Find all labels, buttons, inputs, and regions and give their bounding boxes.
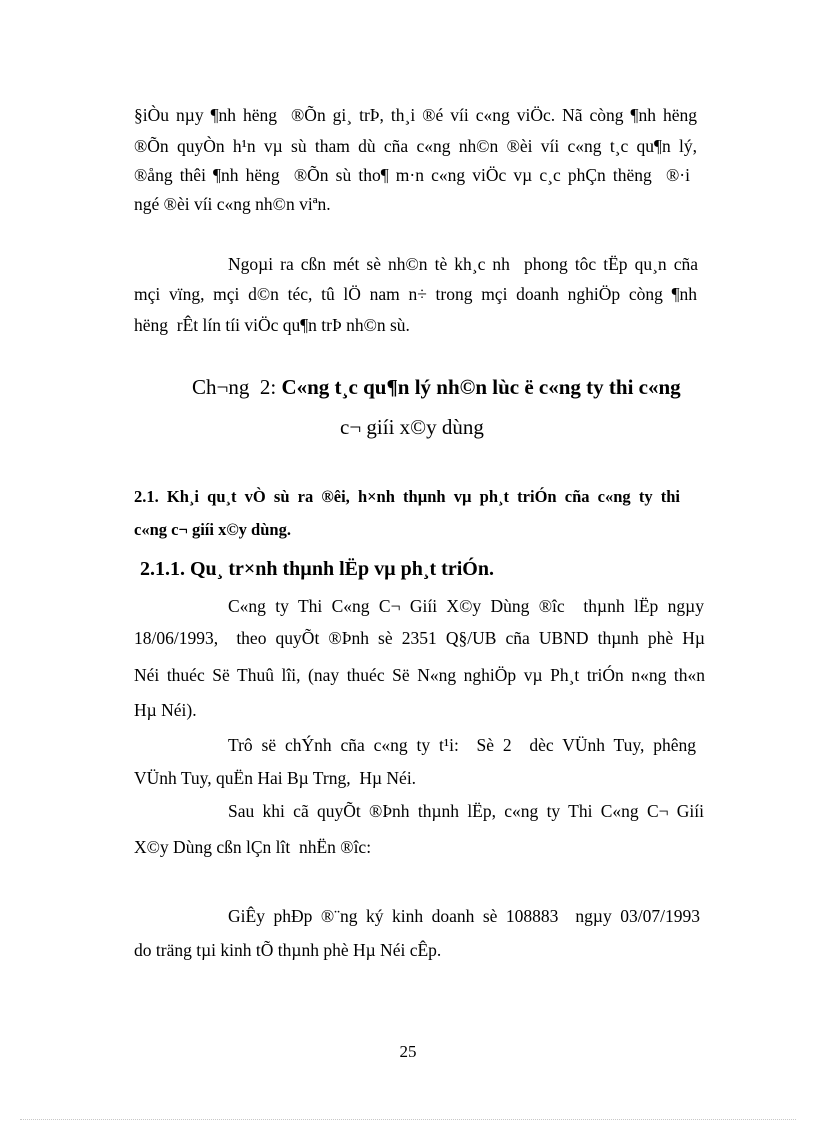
section-heading: 2.1. Kh¸i qu¸t vÒ sù ra ®êi, h×nh thµnh vµ ph¸t triÓn cña c«ng ty thi — [134, 487, 680, 506]
paragraph-line: §iÒu nµy ¶nh hëng ®Õn gi¸ trÞ, th¸i ®é víi c«ng viÖc. Nã còng ¶nh hëng — [134, 105, 697, 125]
chapter-title-line1: C«ng t¸c qu¶n lý nh©n lùc ë c«ng ty thi c«ng — [281, 375, 681, 399]
paragraph-line: ®Õn quyÒn h¹n vµ sù tham dù cña c«ng nh©n ®èi víi c«ng t¸c qu¶n lý, — [134, 136, 697, 156]
paragraph-line: mçi vïng, mçi d©n téc, tû lÖ nam n÷ trong mçi doanh nghiÖp còng ¶nh — [134, 284, 697, 304]
page-bottom-divider — [20, 1119, 796, 1120]
paragraph-line: GiÊy phÐp ®¨ng ký kinh doanh sè 108883 ngµy 03/07/1993 — [228, 906, 700, 926]
paragraph-line: 18/06/1993, theo quyÕt ®Þnh sè 2351 Q§/UB cña UBND thµnh phè Hµ — [134, 628, 705, 648]
chapter-heading — [192, 373, 681, 401]
paragraph-line: Trô së chÝnh cña c«ng ty t¹i: Sè 2 dèc VÜnh Tuy, phêng — [228, 735, 696, 755]
chapter-prefix: Ch¬ng 2: — [192, 375, 282, 399]
chapter-title-line2: c¬ giíi x©y dùng — [340, 415, 484, 439]
paragraph-line: hëng rÊt lín tíi viÖc qu¶n trÞ nh©n sù. — [134, 315, 410, 335]
paragraph-line: Hµ Néi). — [134, 700, 197, 720]
paragraph-line: ®ång thêi ¶nh hëng ®Õn sù tho¶ m·n c«ng viÖc vµ c¸c phÇn thëng ®·i — [134, 165, 690, 185]
paragraph-line: ngé ®èi víi c«ng nh©n viªn. — [134, 194, 331, 214]
paragraph-line: X©y Dùng cßn lÇn lît nhËn ®îc: — [134, 837, 372, 857]
section-heading: c«ng c¬ giíi x©y dùng. — [134, 520, 291, 539]
subsection-heading: 2.1.1. Qu¸ tr×nh thµnh lËp vµ ph¸t triÓn. — [140, 558, 494, 580]
paragraph-line: Néi thuéc Së Thuû lîi, (nay thuéc Së N«ng nghiÖp vµ Ph¸t triÓn n«ng th«n — [134, 665, 705, 685]
paragraph-line: VÜnh Tuy, quËn Hai Bµ Trng, Hµ Néi. — [134, 768, 417, 788]
paragraph-line: do träng tµi kinh tÕ thµnh phè Hµ Néi cÊp. — [134, 940, 442, 960]
paragraph-line: Sau khi cã quyÕt ®Þnh thµnh lËp, c«ng ty Thi C«ng C¬ Giíi — [228, 801, 704, 821]
page-number: 25 — [399, 1042, 417, 1061]
paragraph-line: C«ng ty Thi C«ng C¬ Giíi X©y Dùng ®îc thµnh lËp ngµy — [228, 596, 704, 616]
paragraph-line: Ngoµi ra cßn mét sè nh©n tè kh¸c nh phong tôc tËp qu¸n cña — [228, 254, 698, 274]
